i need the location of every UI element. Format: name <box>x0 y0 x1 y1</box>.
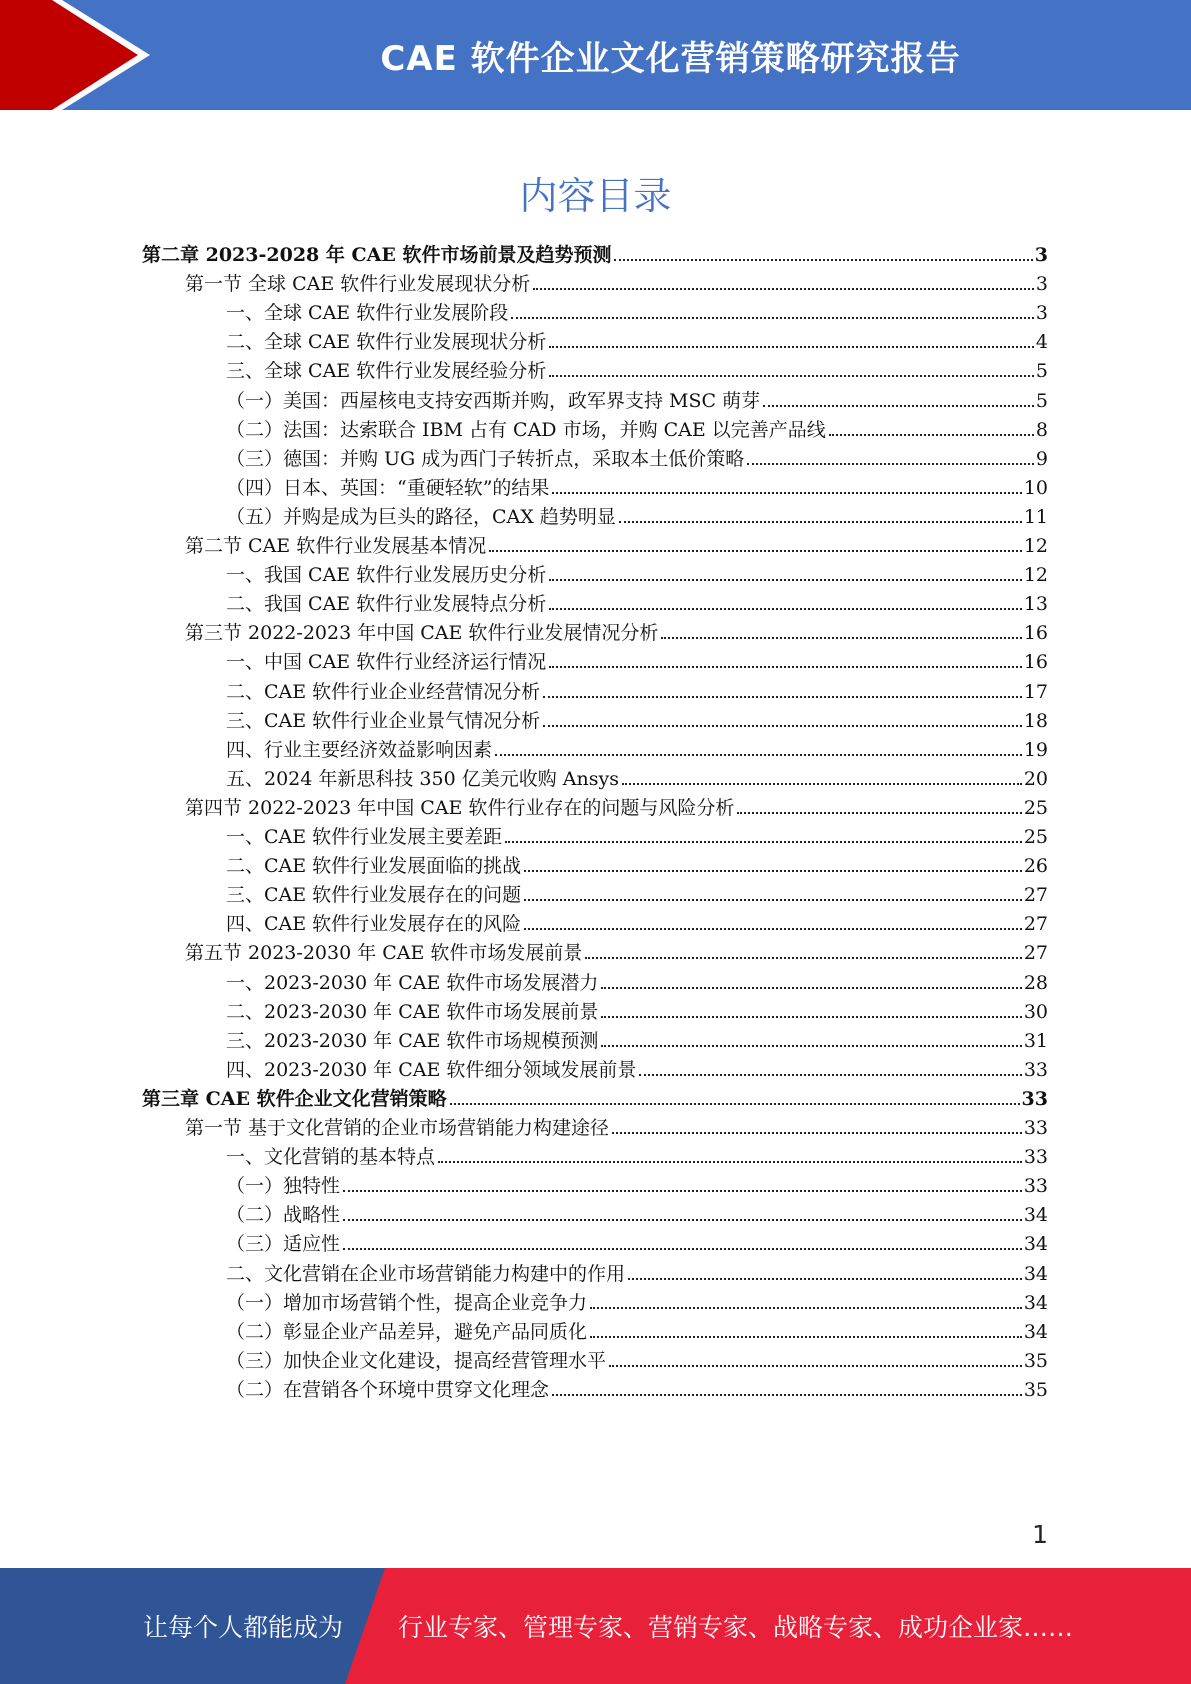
toc-subsection-entry[interactable] <box>226 875 1048 906</box>
toc-dot-leader <box>549 375 1034 377</box>
toc-dot-leader <box>543 696 1022 698</box>
toc-subsection-entry[interactable] <box>226 1370 1048 1401</box>
toc-entry-page-number: 11 <box>1023 505 1048 528</box>
toc-entry-page-number: 3 <box>1035 302 1048 325</box>
toc-dot-leader <box>343 1190 1022 1192</box>
toc-dot-leader <box>619 521 1022 523</box>
toc-entry-label: 第二节 CAE 软件行业发展基本情况 <box>185 535 487 557</box>
toc-dot-leader <box>495 754 1022 756</box>
toc-entry-page-number: 34 <box>1023 1262 1048 1285</box>
toc-entry-page-number: 16 <box>1023 622 1048 645</box>
toc-section-entry[interactable] <box>185 933 1048 964</box>
toc-entry-label: 一、CAE 软件行业发展主要差距 <box>226 826 503 848</box>
toc-entry-label: 二、2023-2030 年 CAE 软件市场发展前景 <box>226 1000 599 1023</box>
toc-subsection-entry[interactable] <box>226 701 1048 732</box>
toc-subsection-entry[interactable] <box>226 759 1048 790</box>
toc-subsection-entry[interactable] <box>226 322 1048 353</box>
toc-dot-leader <box>585 957 1021 959</box>
toc-subsection-entry[interactable] <box>226 992 1048 1023</box>
toc-entry-label: （二）在营销各个环境中贯穿文化理念 <box>226 1378 550 1401</box>
toc-entry-page-number: 3 <box>1034 244 1048 266</box>
toc-entry-page-number: 17 <box>1023 680 1048 703</box>
toc-subsection-entry[interactable] <box>226 963 1048 994</box>
toc-dot-leader <box>450 1103 1020 1105</box>
toc-subsection-entry[interactable] <box>226 1021 1048 1052</box>
toc-entry-label: （三）加快企业文化建设，提高经营管理水平 <box>226 1349 607 1372</box>
toc-subsection-entry[interactable] <box>226 468 1048 499</box>
toc-subsection-entry[interactable] <box>226 555 1048 586</box>
toc-dot-leader <box>549 608 1022 610</box>
toc-dot-leader <box>601 1045 1021 1047</box>
toc-entry-label: 三、全球 CAE 软件行业发展经验分析 <box>226 360 547 383</box>
toc-entry-label: 第三章 CAE 软件企业文化营销策略 <box>142 1087 447 1110</box>
toc-entry-page-number: 27 <box>1023 913 1048 936</box>
toc-dot-leader <box>628 1278 1022 1280</box>
toc-entry-page-number: 33 <box>1021 1087 1048 1110</box>
toc-entry-label: 第五节 2023-2030 年 CAE 软件市场发展前景 <box>185 942 583 965</box>
toc-entry-label: 一、2023-2030 年 CAE 软件市场发展潜力 <box>226 971 599 994</box>
page-number: 1 <box>1032 1520 1048 1549</box>
toc-entry-page-number: 33 <box>1023 1117 1048 1139</box>
toc-dot-leader <box>737 812 1021 814</box>
toc-entry-label: （四）日本、英国：“重硬轻软”的结果 <box>226 476 550 499</box>
toc-subsection-entry[interactable] <box>226 1224 1048 1255</box>
toc-entry-label: 二、我国 CAE 软件行业发展特点分析 <box>226 593 547 616</box>
toc-dot-leader <box>590 1307 1022 1309</box>
toc-entry-page-number: 12 <box>1023 535 1048 557</box>
toc-entry-label: 第四节 2022-2023 年中国 CAE 软件行业存在的问题与风险分析 <box>185 796 735 819</box>
toc-entry-page-number: 3 <box>1035 273 1048 296</box>
toc-entry-page-number: 35 <box>1023 1378 1048 1401</box>
toc-entry-page-number: 16 <box>1023 651 1048 674</box>
toc-dot-leader <box>590 1336 1022 1338</box>
toc-entry-label: （一）增加市场营销个性，提高企业竞争力 <box>226 1291 588 1314</box>
toc-entry-page-number: 5 <box>1035 389 1048 412</box>
toc-entry-label: 第一节 全球 CAE 软件行业发展现状分析 <box>185 273 531 296</box>
toc-dot-leader <box>829 434 1034 436</box>
toc-subsection-entry[interactable] <box>226 584 1048 615</box>
toc-entry-page-number: 28 <box>1023 971 1048 994</box>
header-banner <box>0 0 1191 110</box>
toc-dot-leader <box>549 579 1022 581</box>
toc-entry-label: 二、全球 CAE 软件行业发展现状分析 <box>226 331 547 354</box>
toc-entry-label: （一）独特性 <box>226 1175 341 1198</box>
toc-subsection-entry[interactable] <box>226 904 1048 935</box>
toc-entry-label: 五、2024 年新思科技 350 亿美元收购 Ansys <box>226 767 619 790</box>
toc-dot-leader <box>601 987 1021 989</box>
toc-entry-page-number: 27 <box>1023 884 1048 907</box>
toc-chapter-entry[interactable] <box>142 235 1048 266</box>
toc-dot-leader <box>747 463 1034 465</box>
toc-subsection-entry[interactable] <box>226 846 1048 877</box>
toc-section-entry[interactable] <box>185 264 1048 295</box>
toc-dot-leader <box>763 405 1034 407</box>
toc-entry-label: 四、行业主要经济效益影响因素 <box>226 738 493 761</box>
toc-entry-page-number: 10 <box>1023 476 1048 499</box>
toc-dot-leader <box>524 899 1022 901</box>
toc-entry-label: 第三节 2022-2023 年中国 CAE 软件行业发展情况分析 <box>185 622 659 645</box>
toc-dot-leader <box>533 288 1034 290</box>
toc-entry-page-number: 9 <box>1035 447 1048 470</box>
toc-entry-page-number: 18 <box>1023 709 1048 732</box>
toc-entry-page-number: 34 <box>1023 1233 1048 1256</box>
toc-title: 内容目录 <box>519 174 672 218</box>
toc-subsection-entry[interactable] <box>226 439 1048 470</box>
toc-dot-leader <box>343 1248 1022 1250</box>
toc-entry-label: 一、全球 CAE 软件行业发展阶段 <box>226 302 509 325</box>
toc-entry-page-number: 34 <box>1023 1291 1048 1314</box>
toc-dot-leader <box>609 1365 1022 1367</box>
toc-entry-page-number: 34 <box>1023 1204 1048 1227</box>
toc-dot-leader <box>552 492 1021 494</box>
toc-dot-leader <box>601 1016 1021 1018</box>
toc-dot-leader <box>549 666 1022 668</box>
toc-subsection-entry[interactable] <box>226 642 1048 673</box>
toc-subsection-entry[interactable] <box>226 1341 1048 1372</box>
toc-entry-label: （三）德国：并购 UG 成为西门子转折点，采取本土低价策略 <box>226 447 745 470</box>
toc-subsection-entry[interactable] <box>226 817 1048 848</box>
toc-entry-page-number: 30 <box>1023 1000 1048 1023</box>
toc-dot-leader <box>524 928 1022 930</box>
toc-dot-leader <box>549 346 1034 348</box>
toc-subsection-entry[interactable] <box>226 351 1048 382</box>
toc-dot-leader <box>614 259 1032 261</box>
toc-entry-label: 一、中国 CAE 软件行业经济运行情况 <box>226 651 547 674</box>
toc-subsection-entry[interactable] <box>226 730 1048 761</box>
toc-dot-leader <box>489 550 1022 552</box>
toc-entry-label: 四、CAE 软件行业发展存在的风险 <box>226 913 522 936</box>
footer-banner <box>0 1568 1191 1684</box>
footer-slogan-left: 让每个人都能成为 <box>143 1613 344 1642</box>
toc-subsection-entry[interactable] <box>226 1312 1048 1343</box>
toc-subsection-entry[interactable] <box>226 293 1048 324</box>
toc-entry-page-number: 12 <box>1023 564 1048 587</box>
footer-slogan-right: 行业专家、管理专家、营销专家、战略专家、成功企业家…… <box>398 1613 1074 1642</box>
toc-dot-leader <box>511 317 1034 319</box>
toc-entry-page-number: 33 <box>1023 1146 1048 1169</box>
toc-entry-label: 二、CAE 软件行业企业经营情况分析 <box>226 680 541 703</box>
toc-dot-leader <box>505 841 1022 843</box>
toc-entry-label: 四、2023-2030 年 CAE 软件细分领域发展前景 <box>226 1058 637 1081</box>
toc-dot-leader <box>438 1161 1022 1163</box>
toc-section-entry[interactable] <box>185 526 1048 557</box>
toc-entry-label: 一、文化营销的基本特点 <box>226 1146 436 1169</box>
toc-subsection-entry[interactable] <box>226 672 1048 703</box>
toc-section-entry[interactable] <box>185 1108 1048 1139</box>
toc-subsection-entry[interactable] <box>226 1254 1048 1285</box>
toc-entry-label: （三）适应性 <box>226 1233 341 1256</box>
toc-dot-leader <box>524 870 1022 872</box>
toc-entry-label: 三、CAE 软件行业企业景气情况分析 <box>226 709 541 732</box>
report-title: CAE 软件企业文化营销策略研究报告 <box>380 38 961 79</box>
toc-entry-label: （二）战略性 <box>226 1204 341 1227</box>
chevron-arrow-icon <box>0 0 160 110</box>
toc-entry-label: 三、CAE 软件行业发展存在的问题 <box>226 884 522 907</box>
toc-subsection-entry[interactable] <box>226 1195 1048 1226</box>
toc-entry-page-number: 20 <box>1023 767 1048 790</box>
toc-section-entry[interactable] <box>185 613 1048 644</box>
toc-subsection-entry[interactable] <box>226 1166 1048 1197</box>
toc-entry-page-number: 25 <box>1023 826 1048 848</box>
toc-entry-label: 一、我国 CAE 软件行业发展历史分析 <box>226 564 547 587</box>
toc-entry-page-number: 13 <box>1023 593 1048 616</box>
toc-entry-page-number: 27 <box>1023 942 1048 965</box>
toc-entry-label: 二、文化营销在企业市场营销能力构建中的作用 <box>226 1262 626 1285</box>
toc-entry-page-number: 33 <box>1023 1175 1048 1198</box>
toc-entry-label: 三、2023-2030 年 CAE 软件市场规模预测 <box>226 1029 599 1052</box>
toc-dot-leader <box>639 1074 1021 1076</box>
toc-dot-leader <box>622 783 1022 785</box>
toc-dot-leader <box>552 1394 1022 1396</box>
toc-subsection-entry[interactable] <box>226 1137 1048 1168</box>
toc-entry-page-number: 26 <box>1023 855 1048 878</box>
toc-entry-label: （五）并购是成为巨头的路径，CAX 趋势明显 <box>226 505 616 528</box>
toc-entry-label: 第二章 2023-2028 年 CAE 软件市场前景及趋势预测 <box>142 244 612 266</box>
toc-entry-label: （二）法国：达索联合 IBM 占有 CAD 市场，并购 CAE 以完善产品线 <box>226 418 826 441</box>
toc-entry-page-number: 5 <box>1035 360 1048 383</box>
toc-subsection-entry[interactable] <box>226 1283 1048 1314</box>
toc-entry-page-number: 8 <box>1035 418 1048 441</box>
toc-dot-leader <box>543 725 1022 727</box>
toc-entry-label: （二）彰显企业产品差异，避免产品同质化 <box>226 1320 588 1343</box>
toc-entry-page-number: 25 <box>1023 796 1048 819</box>
toc-entry-page-number: 4 <box>1035 331 1048 354</box>
toc-entry-label: （一）美国：西屋核电支持安西斯并购，政军界支持 MSC 萌芽 <box>226 389 761 412</box>
toc-subsection-entry[interactable] <box>226 1050 1048 1081</box>
toc-dot-leader <box>612 1132 1022 1134</box>
toc-entry-page-number: 33 <box>1023 1058 1048 1081</box>
toc-entry-page-number: 34 <box>1023 1320 1048 1343</box>
toc-subsection-entry[interactable] <box>226 381 1048 412</box>
toc-subsection-entry[interactable] <box>226 410 1048 441</box>
toc-chapter-entry[interactable] <box>142 1079 1048 1110</box>
toc-entry-label: 第一节 基于文化营销的企业市场营销能力构建途径 <box>185 1117 610 1139</box>
toc-entry-page-number: 19 <box>1023 738 1048 761</box>
toc-section-entry[interactable] <box>185 788 1048 819</box>
toc-entry-label: 二、CAE 软件行业发展面临的挑战 <box>226 855 522 878</box>
toc-entry-page-number: 31 <box>1023 1029 1048 1052</box>
toc-subsection-entry[interactable] <box>226 497 1048 528</box>
toc-entry-page-number: 35 <box>1023 1349 1048 1372</box>
toc-dot-leader <box>343 1219 1022 1221</box>
toc-dot-leader <box>661 637 1021 639</box>
